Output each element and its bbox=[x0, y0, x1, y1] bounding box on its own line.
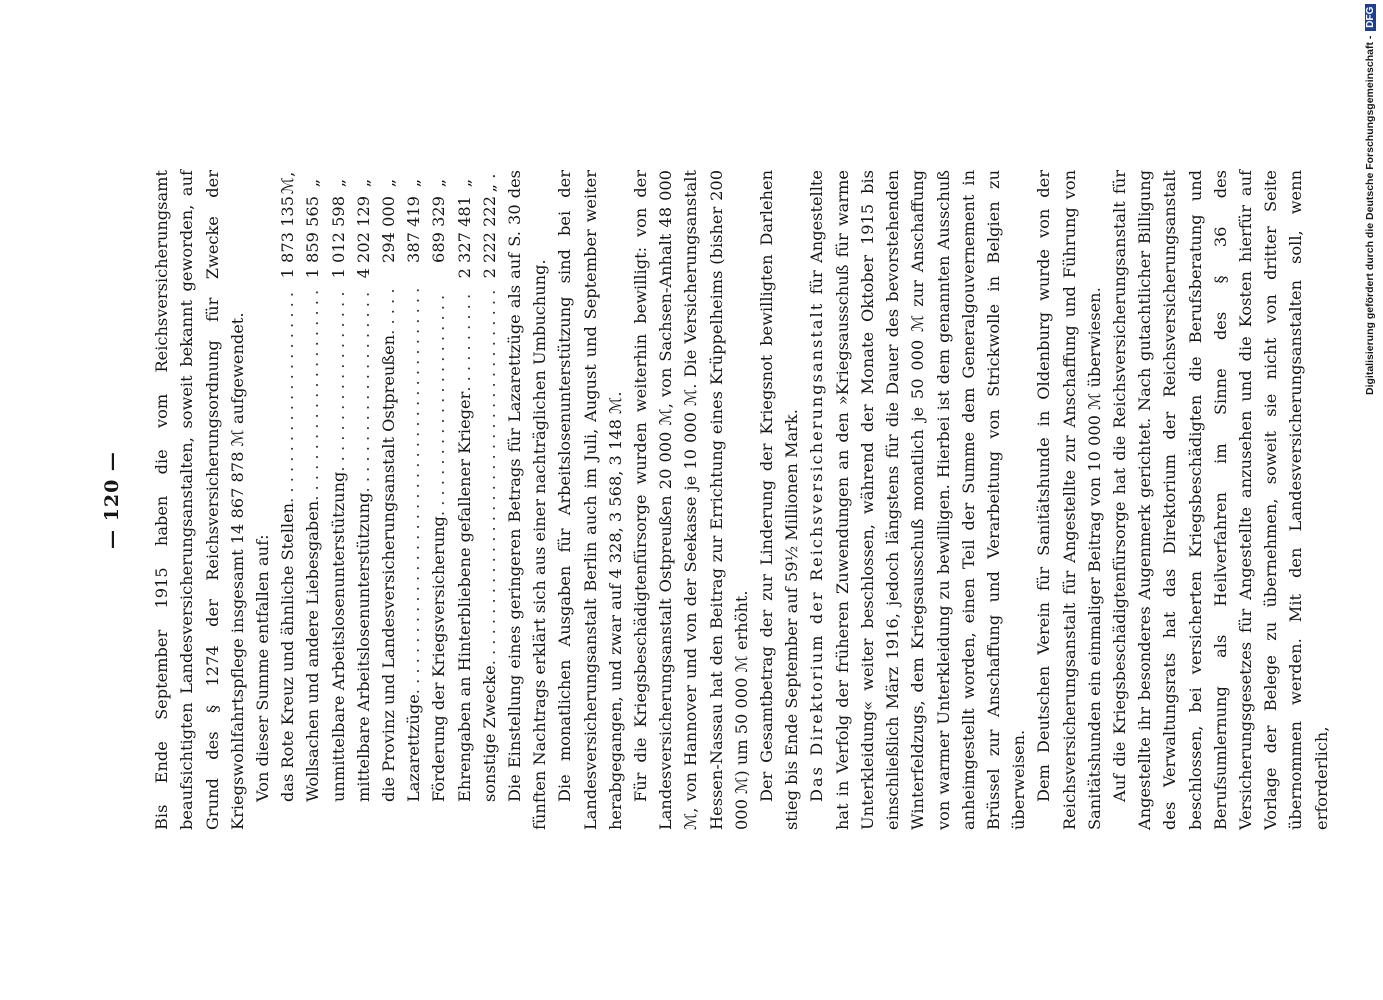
paragraph-7-lead: Das Direktorium der Reichsversicherungsanstalt bbox=[807, 301, 827, 802]
expense-amount: 2 327 481 bbox=[454, 196, 474, 279]
paragraph-4: Die monatlichen Ausgaben für Arbeitslosenunterstützung sind bei der Landesversicherungsanstalt Berlin auch im Juli, August und September weiter herabgegangen, und zwar auf 4 328, 3 568, 3 148 ℳ. bbox=[555, 170, 625, 830]
expense-unit: „ bbox=[353, 178, 373, 188]
expense-unit: „ . bbox=[479, 173, 499, 193]
paragraph-2: Von dieser Summe entfallen auf: bbox=[253, 534, 273, 802]
dot-leader bbox=[426, 288, 451, 516]
digitization-credit bbox=[1364, 6, 1376, 395]
expense-amount: 294 000 bbox=[379, 196, 399, 263]
expense-amount: 2 222 222 bbox=[479, 196, 499, 279]
dot-leader bbox=[477, 288, 502, 665]
expense-row bbox=[300, 170, 325, 802]
expense-label: Wollsachen und andere Liebesgaben bbox=[303, 500, 323, 802]
paragraph-5: Für die Kriegsbeschädigtenfürsorge wurden weiterhin bewilligt: von der Landesversicherungsanstalt Ostpreußen 20 000 ℳ, von Sachsen-Anhalt 48 000 ℳ, von Hannover und von der Seekasse je 10 000 ℳ. Die Versicherungsanstalt Hessen-Nassau hat den Beitrag zur Errichtung eines Krüppelheims (bisher 200 000 ℳ) um 50 000 ℳ erhöht. bbox=[631, 170, 751, 830]
page-number: — 120 — bbox=[101, 451, 123, 549]
expense-unit: „ bbox=[328, 178, 348, 188]
paragraph-8: Dem Deutschen Verein für Sanitätshunde in Oldenburg wurde von der Reichsversicherungsanstalt für Angestellte zur Anschaffung und Führung von Sanitätshunden ein einmaliger Beitrag von 10 000 ℳ überwiesen. bbox=[1034, 170, 1104, 830]
expense-amount: 387 419 bbox=[404, 196, 424, 263]
expense-row bbox=[477, 170, 502, 802]
expense-row bbox=[351, 170, 376, 802]
paragraph-9: Auf die Kriegsbeschädigtenfürsorge hat die Reichsversicherungsanstalt für Angestellte ihr besonderes Augenmerk gerichtet. Nach gutachtlicher Billigung des Verwaltungsrats hat das Direktorium der Reichsversicherungsanstalt beschlossen, bei versicherten Kriegsbeschädigten die Berufsberatung und Berufsumlernung als Heilverfahren im Sinne des § 36 des Versicherungsgesetzes für Angestellte anzusehen und die Kosten hierfür auf Vorlage der Belege zu übernehmen, soweit sie nicht von dritter Seite übernommen werden. Mit den Landesversicherungsanstalten soll, wenn erforderlich, bbox=[1109, 170, 1331, 830]
expense-amount: 1 012 598 bbox=[328, 196, 348, 279]
dot-leader bbox=[351, 288, 376, 492]
expense-amount: 4 202 129 bbox=[353, 196, 373, 279]
expense-row bbox=[452, 170, 477, 802]
dot-leader bbox=[452, 288, 477, 392]
expense-label: Ehrengaben an Hinterbliebene gefallener Krieger bbox=[454, 391, 474, 802]
paragraph-7 bbox=[804, 170, 1031, 830]
expense-amount: 1 873 135 bbox=[278, 196, 298, 279]
expense-list bbox=[275, 170, 502, 802]
expense-unit: „ bbox=[404, 178, 424, 188]
page-body bbox=[100, 170, 1334, 830]
expense-row bbox=[426, 170, 451, 802]
dot-leader bbox=[401, 288, 426, 694]
paragraph-7-body: für Angestellte hat in Verfolg der früheren Zuwendungen an den »Kriegsausschuß für warme Unterkleidung« weiter beschlossen, während der Monate Oktober 1915 bis einschließlich März 1916, jedoch längstens für die Dauer des bevorstehenden Winterfeldzugs, dem Kriegsausschuß monatlich je 50 000 ℳ zur Anschaffung von warmer Unterkleidung zu bewilligen. Hierbei ist dem genannten Ausschuß anheimgestellt worden, einen Teil der Summe dem Generalgouvernement in Brüssel zur Anschaffung und Verarbeitung von Strickwolle in Belgien zu überweisen. bbox=[807, 170, 1029, 830]
expense-label: sonstige Zwecke bbox=[479, 665, 499, 802]
paragraph-1: Bis Ende September 1915 haben die vom Reichsversicherungsamt beaufsichtigten Landesversicherungsanstalten, soweit bekannt geworden, auf Grund des § 1274 der Reichsversicherungsordnung für Zwecke der Kriegswohlfahrtspflege insgesamt 14 867 878 ℳ aufgewendet. bbox=[152, 170, 247, 830]
dot-leader bbox=[376, 288, 401, 335]
expense-row bbox=[275, 170, 300, 802]
expense-row bbox=[401, 170, 426, 802]
expense-label: das Rote Kreuz und ähnliche Stellen bbox=[278, 502, 298, 802]
expense-unit: „ bbox=[303, 178, 323, 188]
dot-leader bbox=[326, 288, 351, 472]
expense-label: Lazarettzüge bbox=[404, 694, 424, 802]
credit-text: Digitalisierung gefördert durch die Deutsche Forschungsgemeinschaft - bbox=[1364, 35, 1376, 395]
expense-label: mittelbare Arbeitslosenunterstützung bbox=[353, 492, 373, 802]
expense-row bbox=[326, 170, 351, 802]
expense-unit: „ bbox=[454, 178, 474, 188]
expense-amount: 689 329 bbox=[429, 196, 449, 263]
expense-label: die Provinz und Landesversicherungsanstalt Ostpreußen bbox=[379, 334, 399, 802]
dot-leader bbox=[300, 288, 325, 501]
expense-unit: ℳ, bbox=[278, 171, 298, 195]
expense-row bbox=[376, 170, 401, 802]
paragraph-6: Der Gesamtbetrag der zur Linderung der Kriegsnot bewilligten Darlehen stieg bis Ende September auf 59½ Millionen Mark. bbox=[757, 170, 802, 830]
paragraph-3: Die Einstellung eines geringeren Betrags für Lazarettzüge als auf S. 30 des fünften Nachtrags erklärt sich aus einer nachträglichen Umbuchung. bbox=[505, 170, 550, 830]
expense-label: unmittelbare Arbeitslosenunterstützung bbox=[328, 471, 348, 802]
expense-label: Förderung der Kriegsversicherung bbox=[429, 516, 449, 802]
expense-unit: „ bbox=[429, 178, 449, 188]
dot-leader bbox=[275, 288, 300, 503]
expense-unit: „ bbox=[379, 178, 399, 188]
expense-amount: 1 859 565 bbox=[303, 196, 323, 279]
dfg-badge: DFG bbox=[1365, 4, 1376, 31]
